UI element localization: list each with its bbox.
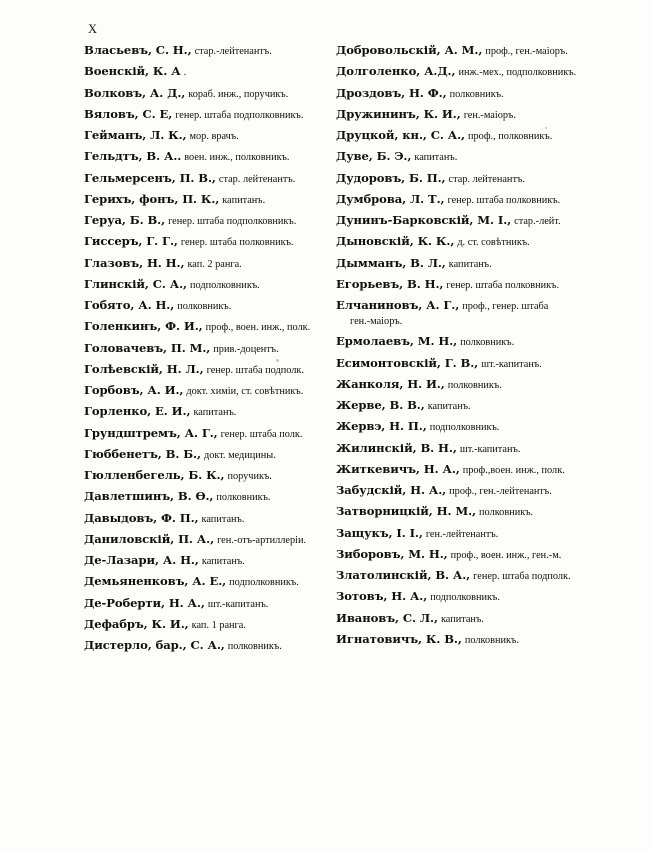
index-entry — [336, 590, 584, 604]
entry-rank: капитанъ. — [201, 556, 245, 567]
entry-rank: капитанъ. — [201, 513, 245, 525]
entry-rank: проф.,воен. инж., полк. — [462, 464, 565, 476]
entry-rank: проф., воен. инж., полк. — [205, 322, 311, 334]
entry-name: Гюббенетъ, В. Б., — [84, 446, 201, 461]
index-entry — [84, 533, 332, 547]
index-entry — [84, 363, 332, 377]
entry-rank: проф., полковникъ. — [468, 131, 553, 142]
index-entry — [336, 484, 584, 498]
entry-rank: подполковникъ. — [229, 577, 299, 589]
entry-name: Вяловъ, С. Е, — [84, 106, 173, 121]
entry-name: Зиборовъ, М. Н., — [336, 546, 448, 561]
entry-rank: подполковникъ. — [430, 592, 500, 604]
index-entry — [336, 357, 584, 371]
entry-rank: воен. инж., полковникъ. — [184, 152, 290, 164]
index-entry — [336, 378, 584, 392]
entry-name: Зотовъ, Н. А., — [336, 589, 428, 604]
entry-name: Жерве, В. В., — [336, 398, 425, 413]
entry-rank: полковникъ. — [177, 301, 232, 312]
entry-name: Забудскій, Н. А., — [336, 483, 447, 498]
entry-name: Гельдтъ, В. А.. — [84, 149, 182, 164]
entry-rank: капитанъ. — [414, 152, 458, 164]
index-entry — [84, 618, 332, 632]
entry-name: Добровольскій, А. М., — [336, 43, 483, 57]
entry-name: Власьевъ, С. Н., — [84, 43, 192, 57]
entry-rank: проф., ген.-маіоръ. — [485, 46, 568, 57]
entry-rank: . — [183, 67, 187, 79]
index-entry — [336, 505, 584, 519]
entry-rank: шт.-капитанъ. — [481, 358, 542, 370]
entry-name: Гельмерсенъ, П. В., — [84, 170, 216, 185]
entry-name: Дыновскій, К. К., — [336, 234, 455, 249]
entry-rank: проф., генер. штаба — [462, 301, 549, 312]
index-entry — [84, 469, 332, 483]
index-entry — [336, 193, 584, 207]
entry-name: Защукъ, I. I., — [336, 525, 423, 540]
index-entry — [84, 320, 332, 334]
entry-rank: генер. штаба полк. — [220, 428, 303, 440]
index-entry — [84, 448, 332, 462]
index-entry — [336, 108, 584, 122]
entry-name: Гобято, А. Н., — [84, 298, 175, 312]
entry-rank: подполковникъ. — [190, 279, 260, 291]
entry-name: Горбовъ, А. И., — [84, 383, 184, 397]
entry-name: Даниловскій, П. А., — [84, 531, 215, 546]
index-entry — [84, 342, 332, 356]
entry-name: Гюлленбегель, Б. К., — [84, 468, 225, 482]
entry-name: Голѣевскій, Н. Л., — [84, 361, 204, 376]
page-number: X — [88, 22, 98, 36]
entry-rank: генер. штаба подполковникъ. — [168, 216, 297, 227]
entry-rank: генер. штаба подполковникъ. — [175, 109, 304, 121]
index-entry — [336, 569, 584, 583]
index-entry — [336, 442, 584, 456]
index-entry — [336, 633, 584, 647]
entry-rank: шт.-капитанъ. — [207, 598, 269, 610]
entry-rank: полковникъ. — [464, 634, 519, 646]
index-entry — [84, 257, 332, 271]
entry-rank: проф., ген.-лейтенантъ. — [449, 486, 552, 498]
entry-name: Егорьевъ, В. Н., — [336, 276, 444, 291]
entry-rank: мор. врачъ. — [189, 131, 239, 142]
index-entry — [84, 575, 332, 589]
entry-rank: инж.-мех., подполковникъ. — [458, 67, 577, 79]
entry-name: Де-Роберти, Н. А., — [84, 595, 205, 610]
entry-name: Военскій, К. А — [84, 64, 181, 79]
index-entry — [336, 172, 584, 186]
index-entry — [84, 384, 332, 398]
index-entry — [336, 65, 584, 79]
entry-name: Горленко, Е. И., — [84, 404, 191, 419]
entry-rank: ген.-лейтенантъ. — [425, 528, 499, 540]
entry-name: Дунинъ-Барковскій, М. I., — [336, 213, 512, 227]
entry-name: Дружининъ, К. И., — [336, 106, 461, 121]
index-entry — [84, 65, 332, 79]
index-entry — [336, 335, 584, 349]
entry-name: Гиссеръ, Г. Г., — [84, 234, 178, 249]
index-entry — [84, 512, 332, 526]
entry-name: Златолинскій, В. А., — [336, 568, 471, 583]
index-entry — [336, 214, 584, 228]
entry-rank: подполковникъ. — [429, 422, 500, 434]
entry-rank: генер. штаба подполк. — [473, 571, 571, 583]
entry-rank: докт. химіи, ст. совѣтникъ. — [186, 386, 304, 397]
index-entry — [84, 278, 332, 292]
index-entry — [336, 235, 584, 249]
entry-rank: полковникъ. — [227, 641, 282, 652]
index-entry — [84, 299, 332, 313]
index-entry — [84, 214, 332, 228]
entry-rank: капитанъ. — [427, 401, 471, 413]
entry-rank: полковникъ. — [216, 492, 271, 504]
entry-rank: капитанъ. — [222, 194, 266, 206]
entry-name: Де-Лазари, А. Н., — [84, 553, 199, 567]
entry-name: Елчаниновъ, А. Г., — [336, 298, 460, 312]
index-entry — [84, 490, 332, 504]
index-entry — [84, 639, 332, 653]
entry-name: Давлетшинъ, В. Ѳ., — [84, 489, 214, 504]
index-entry — [84, 108, 332, 122]
index-entry — [336, 527, 584, 541]
index-entry — [336, 87, 584, 101]
entry-name: Дефабръ, К. И., — [84, 616, 189, 631]
entry-name: Друцкой, кн., С. А., — [336, 128, 465, 142]
entry-name: Гейманъ, Л. К., — [84, 128, 187, 142]
entry-rank: докт. медицины. — [203, 449, 276, 461]
entry-name: Есимонтовскій, Г. В., — [336, 355, 479, 370]
entry-rank: генер. штаба полковникъ. — [447, 194, 561, 206]
entry-rank: капитанъ. — [440, 613, 484, 625]
entry-name: Жанколя, Н. И., — [336, 376, 445, 391]
entry-rank: кап. 2 ранга. — [187, 258, 242, 270]
entry-rank: шт.-капитанъ. — [459, 443, 521, 455]
entry-name: Глазовъ, Н. Н., — [84, 255, 185, 270]
index-entry — [84, 193, 332, 207]
index-entry — [336, 129, 584, 143]
entry-rank: прив.-доцентъ. — [213, 343, 279, 355]
entry-name: Жилинскій, В. Н., — [336, 440, 457, 455]
entry-name: Давыдовъ, Ф. П., — [84, 510, 199, 525]
entry-name: Герихъ, фонъ, П. К., — [84, 191, 220, 206]
entry-rank: ген.-маіоръ. — [463, 109, 516, 121]
entry-rank: стар.-лейт. — [514, 216, 561, 227]
name-index-columns — [84, 44, 584, 660]
index-entry — [84, 129, 332, 143]
index-entry — [336, 278, 584, 292]
column-right — [332, 44, 584, 660]
column-left — [84, 44, 332, 660]
entry-name: Игнатовичъ, К. В., — [336, 631, 462, 646]
entry-rank: генер. штаба полковникъ. — [180, 237, 294, 249]
entry-rank: поручикъ. — [227, 471, 272, 482]
entry-name: Волковъ, А. Д., — [84, 85, 186, 100]
entry-name: Житкевичъ, Н. А., — [336, 461, 460, 476]
entry-name: Затворницкій, Н. М., — [336, 504, 476, 519]
index-entry — [84, 235, 332, 249]
entry-name: Головачевъ, П. М., — [84, 340, 211, 355]
index-entry — [84, 597, 332, 611]
entry-rank: кап. 1 ранга. — [191, 619, 246, 631]
entry-rank: полковникъ. — [479, 507, 534, 519]
index-entry — [336, 44, 584, 58]
entry-rank: стар. лейтенантъ. — [448, 173, 525, 185]
entry-rank: полковникъ. — [447, 379, 502, 391]
index-entry — [336, 257, 584, 271]
entry-rank-continuation: ген.-маіоръ. — [350, 316, 403, 328]
entry-name: Жервэ, Н. П., — [336, 419, 427, 434]
index-entry — [336, 420, 584, 434]
entry-rank: генер. штаба подполк. — [206, 364, 304, 376]
entry-rank: д. ст. совѣтникъ. — [457, 237, 530, 249]
entry-rank: капитанъ. — [193, 407, 237, 419]
index-entry — [84, 405, 332, 419]
entry-rank: ген.-отъ-артиллеріи. — [217, 534, 307, 546]
entry-rank: капитанъ. — [448, 258, 492, 270]
entry-name: Ермолаевъ, М. Н., — [336, 334, 458, 349]
entry-rank: стар.-лейтенантъ. — [194, 46, 272, 57]
entry-rank: генер. штаба полковникъ. — [446, 279, 560, 291]
entry-rank: стар. лейтенантъ. — [218, 173, 296, 185]
index-entry — [84, 150, 332, 164]
index-entry — [84, 44, 332, 58]
entry-name: Демьяненковъ, А. Е., — [84, 574, 227, 589]
index-entry — [84, 172, 332, 186]
index-entry — [84, 427, 332, 441]
entry-rank: кораб. инж., поручикъ. — [188, 88, 289, 100]
entry-name: Думброва, Л. Т., — [336, 191, 445, 206]
entry-name: Грундштремъ, А. Г., — [84, 425, 218, 440]
entry-name: Голенкинъ, Ф. И., — [84, 319, 203, 334]
entry-name: Дудоровъ, Б. П., — [336, 170, 446, 185]
entry-name: Ивановъ, С. Л., — [336, 610, 438, 625]
index-entry — [336, 299, 584, 328]
entry-name: Долголенко, А.Д., — [336, 64, 456, 79]
index-entry — [84, 554, 332, 568]
index-entry — [336, 399, 584, 413]
entry-name: Дроздовъ, Н. Ф., — [336, 85, 447, 100]
entry-name: Дистерло, бар., С. А., — [84, 638, 225, 652]
entry-name: Геруа, Б. В., — [84, 213, 166, 227]
index-entry — [84, 87, 332, 101]
entry-name: Дуве, Б. Э., — [336, 149, 412, 164]
entry-rank: полковникъ. — [449, 88, 504, 100]
index-entry — [336, 548, 584, 562]
index-entry — [336, 463, 584, 477]
index-entry — [336, 150, 584, 164]
entry-rank: проф., воен. инж., ген.-м. — [450, 549, 562, 561]
entry-name: Глинскій, С. А., — [84, 276, 187, 291]
entry-name: Дымманъ, В. Л., — [336, 255, 446, 270]
index-entry — [336, 612, 584, 626]
entry-rank: полковникъ. — [460, 337, 515, 349]
